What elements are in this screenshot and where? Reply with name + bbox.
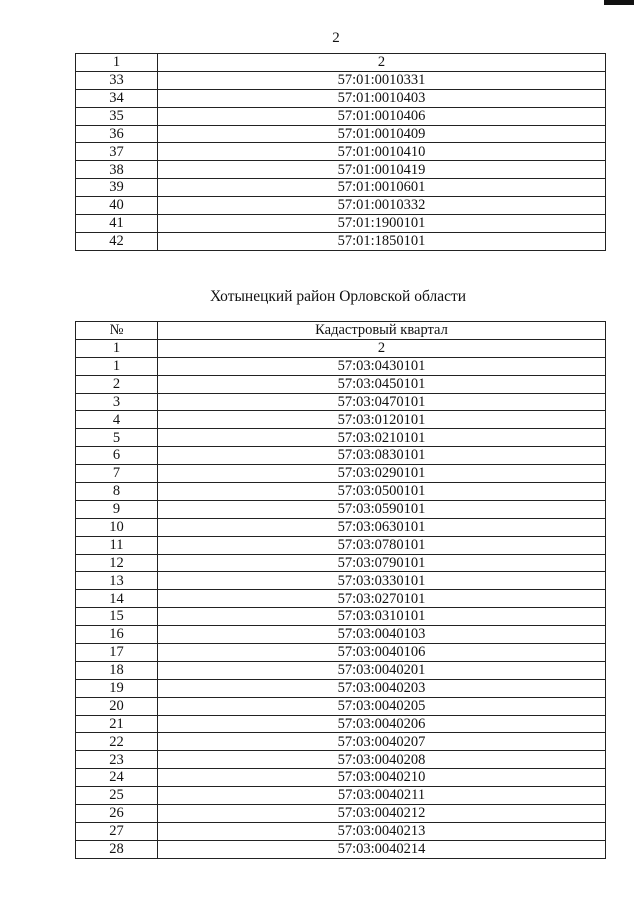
cadastral-quarter-cell: 57:03:0290101 <box>158 465 606 483</box>
cadastral-quarter-cell: 57:03:0780101 <box>158 536 606 554</box>
row-number-cell: 42 <box>76 232 158 250</box>
row-number-cell: 17 <box>76 644 158 662</box>
table-row <box>76 143 606 161</box>
table-row <box>76 500 606 518</box>
row-number-cell: 11 <box>76 536 158 554</box>
table-row <box>76 447 606 465</box>
table-row <box>76 733 606 751</box>
row-number-cell: 18 <box>76 661 158 679</box>
cadastral-quarter-cell: 57:03:0830101 <box>158 447 606 465</box>
cadastral-quarter-cell: 57:01:0010419 <box>158 161 606 179</box>
table-row <box>76 751 606 769</box>
row-number-cell: 23 <box>76 751 158 769</box>
table-row <box>76 697 606 715</box>
table-row <box>76 840 606 858</box>
table-row <box>76 536 606 554</box>
row-number-cell: 41 <box>76 215 158 233</box>
row-number-cell: 6 <box>76 447 158 465</box>
table-row <box>76 411 606 429</box>
table-header-row <box>76 322 606 340</box>
row-number-cell: 8 <box>76 483 158 501</box>
table-row <box>76 232 606 250</box>
cadastral-quarter-cell: 57:03:0040211 <box>158 787 606 805</box>
top-table-body <box>76 54 606 251</box>
row-number-cell: 13 <box>76 572 158 590</box>
top-cadastral-table <box>75 53 606 251</box>
row-number-cell: 4 <box>76 411 158 429</box>
cadastral-quarter-cell: 57:01:1850101 <box>158 232 606 250</box>
table-row <box>76 787 606 805</box>
cadastral-quarter-cell: 57:01:0010410 <box>158 143 606 161</box>
table-row <box>76 822 606 840</box>
row-number-cell: 37 <box>76 143 158 161</box>
cadastral-quarter-cell: 57:01:0010409 <box>158 125 606 143</box>
cadastral-quarter-cell: 57:03:0210101 <box>158 429 606 447</box>
table-row <box>76 626 606 644</box>
table-row <box>76 89 606 107</box>
row-number-cell: 36 <box>76 125 158 143</box>
row-number-cell: 28 <box>76 840 158 858</box>
row-number-cell: 39 <box>76 179 158 197</box>
cadastral-quarter-cell: 57:03:0040210 <box>158 769 606 787</box>
table-row <box>76 161 606 179</box>
cadastral-quarter-cell: 57:03:0430101 <box>158 357 606 375</box>
row-number-cell: 21 <box>76 715 158 733</box>
cadastral-quarter-cell: 57:03:0040208 <box>158 751 606 769</box>
cadastral-quarter-cell: 57:01:1900101 <box>158 215 606 233</box>
row-number-cell: 19 <box>76 679 158 697</box>
row-number-cell: 1 <box>76 357 158 375</box>
table-row <box>76 572 606 590</box>
row-number-cell: 33 <box>76 71 158 89</box>
column-number-cell: 1 <box>76 54 158 72</box>
table-row <box>76 179 606 197</box>
table-row <box>76 518 606 536</box>
table-row <box>76 125 606 143</box>
cadastral-quarter-cell: 57:03:0040214 <box>158 840 606 858</box>
cadastral-quarter-cell: 57:03:0120101 <box>158 411 606 429</box>
cadastral-quarter-cell: 57:01:0010403 <box>158 89 606 107</box>
cadastral-quarter-cell: 57:03:0040203 <box>158 679 606 697</box>
row-number-cell: 20 <box>76 697 158 715</box>
cadastral-quarter-cell: 57:03:0630101 <box>158 518 606 536</box>
page-number: 2 <box>332 30 340 46</box>
row-number-cell: 10 <box>76 518 158 536</box>
cadastral-quarter-header-cell: Кадастровый квартал <box>158 322 606 340</box>
section-title: Хотынецкий район Орловской области <box>209 288 467 305</box>
row-number-cell: 16 <box>76 626 158 644</box>
cadastral-quarter-cell: 57:01:0010331 <box>158 71 606 89</box>
table-row <box>76 715 606 733</box>
row-number-cell: 24 <box>76 769 158 787</box>
cadastral-quarter-cell: 57:03:0790101 <box>158 554 606 572</box>
table-subheader-row <box>76 339 606 357</box>
row-number-cell: 7 <box>76 465 158 483</box>
table-row <box>76 554 606 572</box>
cadastral-quarter-cell: 57:03:0040213 <box>158 822 606 840</box>
cadastral-quarter-cell: 57:01:0010332 <box>158 197 606 215</box>
table-row <box>76 644 606 662</box>
cadastral-quarter-cell: 57:03:0040106 <box>158 644 606 662</box>
cadastral-quarter-cell: 57:03:0040206 <box>158 715 606 733</box>
row-number-cell: 15 <box>76 608 158 626</box>
cadastral-quarter-cell: 57:03:0330101 <box>158 572 606 590</box>
column-number-cell: 2 <box>158 54 606 72</box>
row-number-cell: 27 <box>76 822 158 840</box>
cadastral-quarter-cell: 57:03:0040212 <box>158 805 606 823</box>
row-number-cell: 34 <box>76 89 158 107</box>
cadastral-quarter-cell: 57:03:0310101 <box>158 608 606 626</box>
cadastral-quarter-cell: 57:01:0010406 <box>158 107 606 125</box>
table-row <box>76 215 606 233</box>
row-number-cell: 3 <box>76 393 158 411</box>
row-number-cell: 12 <box>76 554 158 572</box>
row-number-cell: 25 <box>76 787 158 805</box>
table-row <box>76 483 606 501</box>
table-row <box>76 107 606 125</box>
table-row <box>76 375 606 393</box>
table-row <box>76 679 606 697</box>
row-number-cell: 35 <box>76 107 158 125</box>
table-row <box>76 590 606 608</box>
bottom-table-body <box>76 322 606 859</box>
row-number-cell: 26 <box>76 805 158 823</box>
corner-mark <box>604 0 634 5</box>
table-row <box>76 197 606 215</box>
bottom-cadastral-table <box>75 321 606 859</box>
table-row <box>76 393 606 411</box>
column-number-cell: 2 <box>158 339 606 357</box>
table-row <box>76 429 606 447</box>
cadastral-quarter-cell: 57:03:0450101 <box>158 375 606 393</box>
cadastral-quarter-cell: 57:03:0040103 <box>158 626 606 644</box>
row-number-cell: 2 <box>76 375 158 393</box>
table-header-row <box>76 54 606 72</box>
row-number-cell: 38 <box>76 161 158 179</box>
table-row <box>76 661 606 679</box>
row-number-cell: 9 <box>76 500 158 518</box>
cadastral-quarter-cell: 57:03:0270101 <box>158 590 606 608</box>
table-row <box>76 608 606 626</box>
cadastral-quarter-cell: 57:03:0500101 <box>158 483 606 501</box>
table-row <box>76 769 606 787</box>
cadastral-quarter-cell: 57:03:0040207 <box>158 733 606 751</box>
cadastral-quarter-cell: 57:03:0590101 <box>158 500 606 518</box>
cadastral-quarter-cell: 57:01:0010601 <box>158 179 606 197</box>
cadastral-quarter-cell: 57:03:0040205 <box>158 697 606 715</box>
row-number-cell: 5 <box>76 429 158 447</box>
table-row <box>76 71 606 89</box>
column-number-cell: 1 <box>76 339 158 357</box>
cadastral-quarter-cell: 57:03:0040201 <box>158 661 606 679</box>
table-row <box>76 465 606 483</box>
cadastral-quarter-cell: 57:03:0470101 <box>158 393 606 411</box>
row-number-cell: 40 <box>76 197 158 215</box>
row-number-cell: 14 <box>76 590 158 608</box>
table-row <box>76 357 606 375</box>
row-number-cell: 22 <box>76 733 158 751</box>
number-header-cell: № <box>76 322 158 340</box>
table-row <box>76 805 606 823</box>
